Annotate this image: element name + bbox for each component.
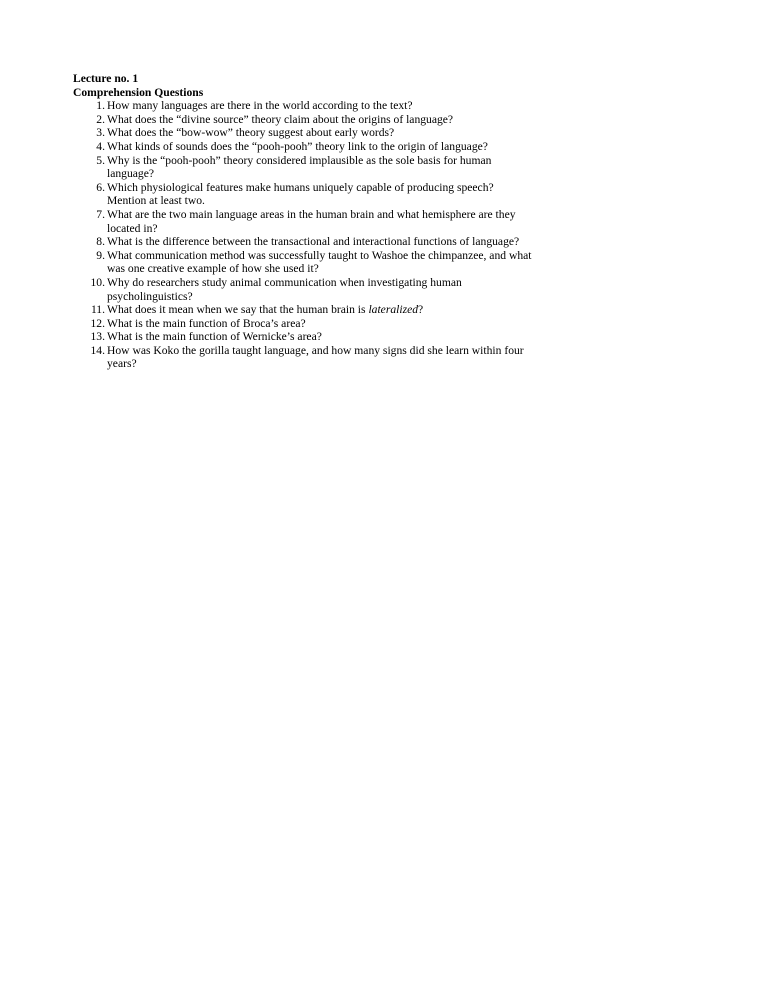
question-item <box>73 317 533 331</box>
question-number: 14. <box>90 343 105 357</box>
question-number: 7. <box>96 207 105 221</box>
question-text: What does the “divine source” theory claim about the origins of language? <box>107 112 454 126</box>
question-text: How was Koko the gorilla taught language, and how many signs did she learn within four years? <box>107 343 524 371</box>
document-page <box>73 72 533 371</box>
question-item <box>73 99 533 113</box>
question-item <box>73 154 533 181</box>
lecture-title: Lecture no. 1 <box>73 72 139 85</box>
question-number: 10. <box>90 275 105 289</box>
question-item <box>73 181 533 208</box>
question-number: 1. <box>96 99 105 113</box>
question-number: 5. <box>96 153 105 167</box>
question-text: How many languages are there in the world according to the text? <box>107 99 413 113</box>
question-text: Which physiological features make humans uniquely capable of producing speech? Mention at least two. <box>107 180 494 208</box>
question-text <box>107 303 423 316</box>
question-number: 4. <box>96 139 105 153</box>
question-number: 9. <box>96 248 105 262</box>
question-number: 12. <box>90 316 105 330</box>
question-text-before: What does it mean when we say that the human brain is <box>107 303 369 317</box>
question-item <box>73 330 533 344</box>
question-text: What communication method was successfully taught to Washoe the chimpanzee, and what was one creative example of how she used it? <box>107 248 532 276</box>
question-text-italic: lateralized <box>368 303 419 317</box>
question-item <box>73 140 533 154</box>
question-text: What is the difference between the transactional and interactional functions of language? <box>107 235 520 249</box>
question-text-after: ? <box>418 303 424 317</box>
question-item <box>73 276 533 303</box>
question-item <box>73 126 533 140</box>
question-number: 11. <box>90 303 105 317</box>
question-item <box>73 208 533 235</box>
question-text: What is the main function of Wernicke’s area? <box>107 330 322 344</box>
question-number: 8. <box>96 235 105 249</box>
question-item <box>73 344 533 371</box>
question-text: What kinds of sounds does the “pooh-pooh” theory link to the origin of language? <box>107 139 488 153</box>
question-item <box>73 235 533 249</box>
section-title: Comprehension Questions <box>73 85 204 99</box>
question-text: What is the main function of Broca’s area? <box>107 316 306 330</box>
question-number: 6. <box>96 180 105 194</box>
question-text: Why do researchers study animal communication when investigating human psycholinguistics? <box>107 275 462 303</box>
question-item <box>73 303 533 317</box>
question-text: What does the “bow-wow” theory suggest about early words? <box>107 126 395 140</box>
question-list <box>73 99 533 371</box>
question-number: 2. <box>96 112 105 126</box>
question-number: 13. <box>90 330 105 344</box>
question-number: 3. <box>96 126 105 140</box>
question-item <box>73 249 533 276</box>
question-text: Why is the “pooh-pooh” theory considered implausible as the sole basis for human language? <box>107 153 492 181</box>
question-item <box>73 113 533 127</box>
question-text: What are the two main language areas in the human brain and what hemisphere are they located in? <box>107 207 516 235</box>
